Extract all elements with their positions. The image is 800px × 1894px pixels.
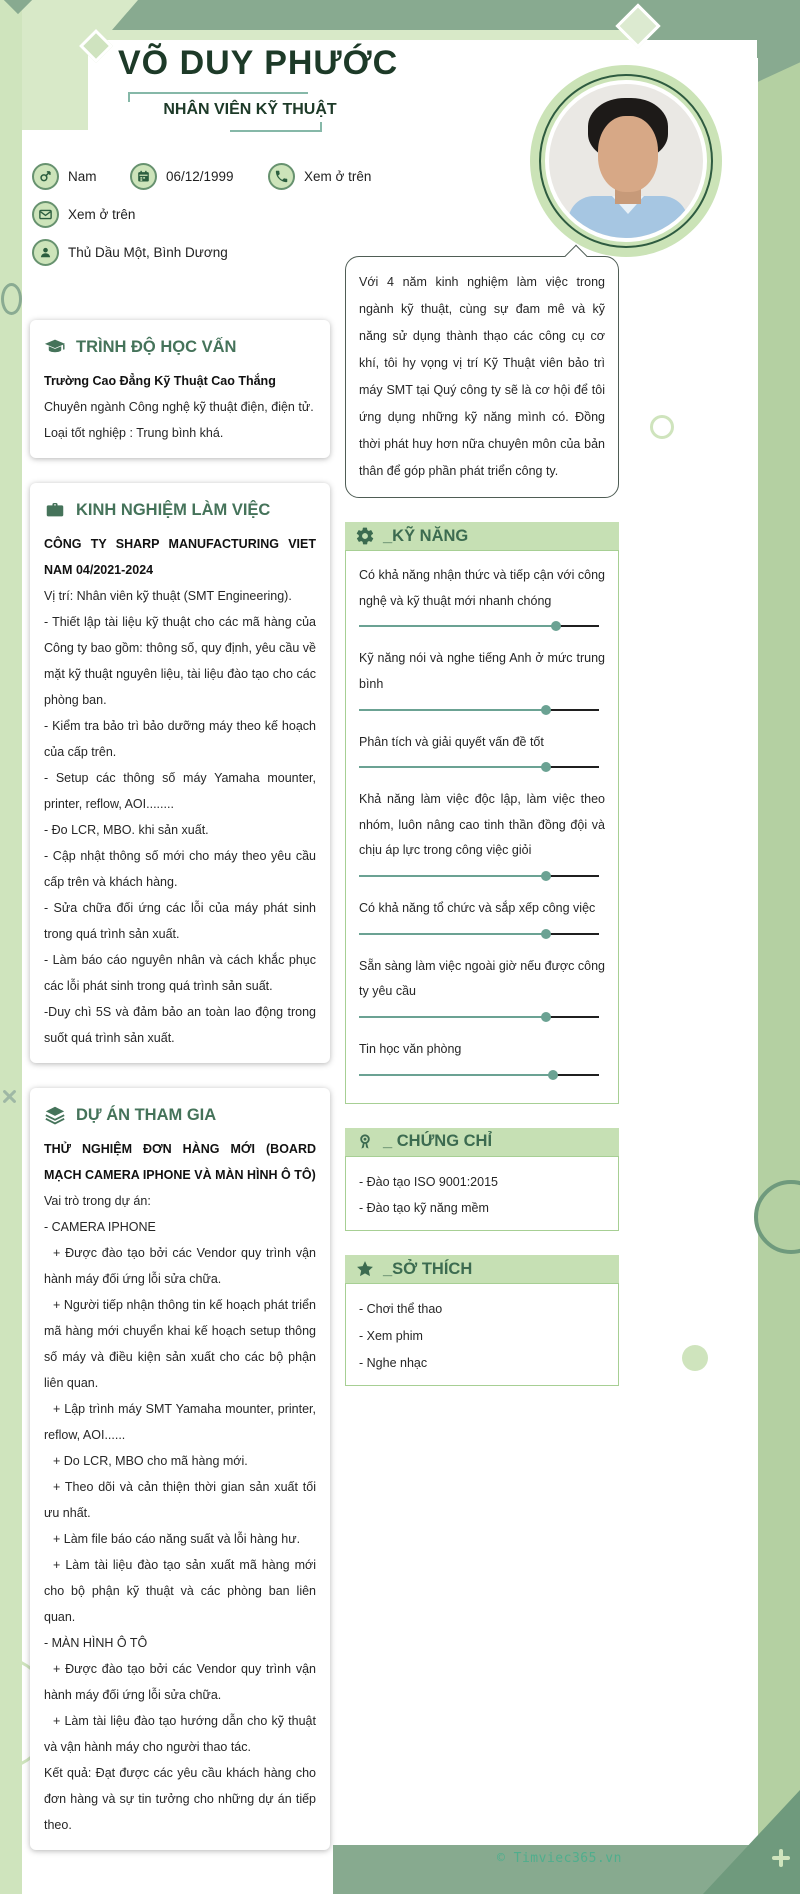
layers-icon <box>44 1104 66 1126</box>
experience-line: - Kiểm tra bảo trì bảo dưỡng máy theo kế hoạch của cấp trên. <box>44 719 316 759</box>
summary-box <box>345 256 619 498</box>
hobby-item: - Nghe nhạc <box>359 1356 428 1370</box>
skill-item <box>359 730 605 775</box>
experience-line: Vị trí: Nhân viên kỹ thuật (SMT Engineering). <box>44 589 292 603</box>
contact-gender-value: Nam <box>68 169 97 184</box>
project-line: + Làm tài liệu đào tạo hướng dẫn cho kỹ thuật và vận hành máy cho người thao tác. <box>44 1714 316 1754</box>
experience-section-title <box>44 499 316 521</box>
medal-icon <box>355 1132 375 1152</box>
hobbies-title-label: _SỞ THÍCH <box>383 1259 473 1278</box>
skill-level-slider[interactable] <box>359 1069 599 1082</box>
calendar-icon <box>130 163 157 190</box>
school-name: Trường Cao Đẳng Kỹ Thuật Cao Thắng <box>44 374 276 388</box>
experience-line: - Sửa chữa đối ứng các lỗi của máy phát sinh trong quá trình sản xuất. <box>44 901 316 941</box>
top-header-band <box>112 0 800 30</box>
project-line: + Người tiếp nhận thông tin kế hoạch phát triển mã hàng mới chuyển khai kế hoạch setup thông số máy và điều kiện sản xuất cho các bộ phận liên quan. <box>44 1298 316 1390</box>
right-margin-strip <box>758 30 800 1894</box>
skill-level-slider[interactable] <box>359 1011 599 1024</box>
left-ellipse-decoration <box>1 283 22 315</box>
mail-icon <box>32 201 59 228</box>
contact-address <box>32 239 228 266</box>
phone-icon <box>268 163 295 190</box>
slider-track <box>359 933 599 935</box>
certificates-title-label: _ CHỨNG CHỈ <box>383 1132 493 1150</box>
skills-section-header <box>345 522 619 550</box>
certificate-item: - Đào tạo kỹ năng mềm <box>359 1201 489 1216</box>
education-section <box>30 320 330 458</box>
project-line: - MÀN HÌNH Ô TÔ <box>44 1636 148 1650</box>
slider-track <box>359 875 599 877</box>
right-column <box>345 256 619 1410</box>
project-line: - CAMERA IPHONE <box>44 1220 156 1234</box>
skill-label: Phân tích và giải quyết vấn đề tốt <box>359 734 544 749</box>
skill-item <box>359 787 605 883</box>
skills-list <box>345 550 619 1104</box>
experience-line: - Thiết lập tài liệu kỹ thuật cho các mã hàng của Công ty bao gồm: thông số, quy định, yêu cầu về mặt kỹ thuật nguyên liệu, tài liệu đào tạo cho các phòng ban. <box>44 615 316 707</box>
skill-item <box>359 1037 605 1082</box>
skill-level-slider[interactable] <box>359 620 599 633</box>
education-major: Chuyên ngành Công nghệ kỹ thuật điện, điện tử. <box>44 400 314 414</box>
projects-section-title <box>44 1104 316 1126</box>
experience-title-label: KINH NGHIỆM LÀM VIỆC <box>76 500 271 519</box>
hobby-item: - Chơi thể thao <box>359 1302 443 1317</box>
contact-phone-value: Xem ở trên <box>304 169 372 184</box>
hobbies-section-header <box>345 1255 619 1283</box>
job-title: NHÂN VIÊN KỸ THUẬT <box>163 101 337 118</box>
x-mark-decoration <box>1 1088 18 1105</box>
skill-level-slider[interactable] <box>359 870 599 883</box>
skill-label: Tin học văn phòng <box>359 1041 462 1056</box>
contact-email-value: Xem ở trên <box>68 207 136 222</box>
star-icon <box>355 1259 375 1279</box>
candidate-name: VÕ DUY PHƯỚC <box>118 44 399 82</box>
small-ring-decoration <box>650 415 674 439</box>
skill-item <box>359 954 605 1024</box>
hobby-item: - Xem phim <box>359 1329 423 1344</box>
contact-birthday <box>130 163 234 190</box>
contact-gender <box>32 163 97 190</box>
subtitle-decoration-line-bottom <box>230 122 322 132</box>
project-name: THỬ NGHIỆM ĐƠN HÀNG MỚI (BOARD MẠCH CAMERA IPHONE VÀ MÀN HÌNH Ô TÔ) <box>44 1142 316 1182</box>
dot-decoration <box>682 1345 708 1371</box>
skill-item <box>359 896 605 941</box>
project-line: + Được đào tạo bởi các Vendor quy trình vận hành máy đối ứng lỗi sửa chữa. <box>44 1662 316 1702</box>
contact-phone <box>268 163 371 190</box>
skill-label: Khả năng làm việc độc lập, làm việc theo nhóm, luôn nâng cao tinh thần đồng đội và chịu áp lực trong công việc giỏi <box>359 792 605 858</box>
slider-track <box>359 709 599 711</box>
skill-label: Có khả năng tổ chức và sắp xếp công việc <box>359 901 596 915</box>
skill-label: Có khả năng nhận thức và tiếp cận với công nghệ và kỹ thuật mới nhanh chóng <box>359 568 605 608</box>
slider-knob[interactable] <box>541 762 551 772</box>
skill-level-slider[interactable] <box>359 928 599 941</box>
contact-email <box>32 201 135 228</box>
hobbies-list <box>345 1283 619 1386</box>
experience-line: - Setup các thông số máy Yamaha mounter, printer, reflow, AOI........ <box>44 771 316 811</box>
contact-address-value: Thủ Dầu Một, Bình Dương <box>68 245 228 260</box>
project-line: + Do LCR, MBO cho mã hàng mới. <box>53 1454 248 1468</box>
gender-icon <box>32 163 59 190</box>
left-column <box>30 320 330 1875</box>
slider-knob[interactable] <box>541 705 551 715</box>
education-grade: Loại tốt nghiệp : Trung bình khá. <box>44 426 224 440</box>
copyright-watermark: © Timviec365.vn <box>497 1851 622 1866</box>
slider-knob[interactable] <box>541 929 551 939</box>
skills-title-label: _KỸ NĂNG <box>383 526 469 545</box>
plus-decoration <box>772 1849 790 1867</box>
experience-line: - Đo LCR, MBO. khi sản xuất. <box>44 823 209 837</box>
skill-label: Sẵn sàng làm việc ngoài giờ nếu được công ty yêu cầu <box>359 958 605 999</box>
skill-item <box>359 563 605 633</box>
slider-track <box>359 766 599 768</box>
experience-line: - Làm báo cáo nguyên nhân và cách khắc phục các lỗi phát sinh trong quá trình sản suất. <box>44 953 316 993</box>
company-name: CÔNG TY SHARP MANUFACTURING VIET NAM 04/2021-2024 <box>44 537 316 577</box>
projects-title-label: DỰ ÁN THAM GIA <box>76 1105 217 1124</box>
experience-line: - Cập nhật thông số mới cho máy theo yêu cầu cấp trên và khách hàng. <box>44 849 316 889</box>
location-icon <box>32 239 59 266</box>
project-line: + Được đào tạo bởi các Vendor quy trình vận hành máy đối ứng lỗi sửa chữa. <box>44 1246 316 1286</box>
experience-line: -Duy chì 5S và đảm bảo an toàn lao động trong suốt quá trình sản xuất. <box>44 1005 316 1045</box>
certificate-item: - Đào tạo ISO 9001:2015 <box>359 1174 498 1189</box>
avatar-face <box>598 116 658 192</box>
project-line: + Theo dõi và cản thiện thời gian sản xuất tối ưu nhất. <box>44 1480 316 1520</box>
project-line: Kết quả: Đạt được các yêu cầu khách hàng cho đơn hàng và sự tin tưởng cho những dự án tiếp theo. <box>44 1766 316 1832</box>
right-margin-divider-line <box>755 58 758 1894</box>
profile-photo-frame <box>530 65 722 257</box>
briefcase-icon <box>44 499 66 521</box>
projects-section <box>30 1088 330 1850</box>
summary-text: Với 4 năm kinh nghiệm làm việc trong ngành kỹ thuật, cùng sự đam mê và kỹ năng sử dụng thành thạo các công cụ cơ khí, tôi hy vọng vị trí Kỹ Thuật viên bảo trì máy SMT tại Quý công ty sẽ là cơ hội để tôi ứng dụng những kỹ năng mình có. Đồng thời phát huy hơn nữa chuyên môn của bản thân để góp phần phát triển công ty. <box>359 275 605 478</box>
slider-track <box>359 625 599 627</box>
contact-birthday-value: 06/12/1999 <box>166 169 234 184</box>
project-line: + Làm tài liệu đào tạo sản xuất mã hàng mới cho bộ phận kỹ thuật và các phòng ban liên quan. <box>44 1558 316 1624</box>
project-line: + Làm file báo cáo năng suất và lỗi hàng hư. <box>53 1532 301 1546</box>
project-line: + Lập trình máy SMT Yamaha mounter, printer, reflow, AOI...... <box>44 1402 316 1442</box>
slider-track <box>359 1074 599 1076</box>
slider-track <box>359 1016 599 1018</box>
slider-knob[interactable] <box>548 1070 558 1080</box>
experience-section <box>30 483 330 1063</box>
project-line: Vai trò trong dự án: <box>44 1194 151 1208</box>
certificates-list <box>345 1156 619 1232</box>
slider-knob[interactable] <box>541 1012 551 1022</box>
skill-level-slider[interactable] <box>359 704 599 717</box>
slider-knob[interactable] <box>541 871 551 881</box>
education-title-label: TRÌNH ĐỘ HỌC VẤN <box>76 337 237 356</box>
skill-level-slider[interactable] <box>359 761 599 774</box>
slider-knob[interactable] <box>551 621 561 631</box>
graduation-cap-icon <box>44 336 66 358</box>
education-section-title <box>44 336 316 358</box>
skill-item <box>359 646 605 716</box>
profile-photo <box>545 80 707 242</box>
gear-icon <box>355 526 375 546</box>
certificates-section-header <box>345 1128 619 1156</box>
skill-label: Kỹ năng nói và nghe tiếng Anh ở mức trung bình <box>359 651 605 691</box>
